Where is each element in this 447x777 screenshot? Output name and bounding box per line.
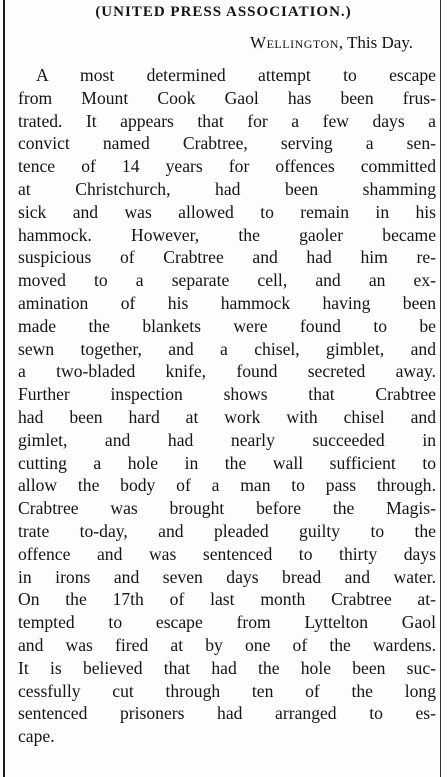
article-line: tempted to escape from Lyttelton Gaol bbox=[18, 612, 436, 633]
article-line: moved to a separate cell, and an ex- bbox=[18, 270, 436, 291]
article-line: sewn together, and a chisel, gimblet, and bbox=[18, 338, 436, 359]
article-line: It is believed that had the hole been suc- bbox=[18, 657, 436, 678]
article-line: allow the body of a man to pass through. bbox=[18, 475, 436, 496]
article-line: and was fired at by one of the wardens. bbox=[18, 634, 436, 655]
article-line: gimlet, and had nearly succeeded in bbox=[18, 429, 436, 450]
article-line: On the 17th of last month Crabtree at- bbox=[18, 589, 436, 610]
article-line: cape. bbox=[18, 726, 55, 747]
article-body bbox=[18, 64, 436, 748]
article-line: trated. It appears that for a few days a bbox=[18, 110, 436, 131]
article-line: sentenced prisoners had arranged to es- bbox=[18, 703, 436, 724]
article-line: in irons and seven days bread and water. bbox=[18, 566, 436, 587]
article-line: made the blankets were found to be bbox=[18, 315, 436, 336]
article-line: amination of his hammock having been bbox=[18, 292, 436, 313]
article-line: at Christchurch, had been shamming bbox=[18, 178, 436, 199]
dateline-time: , This Day. bbox=[338, 33, 413, 52]
article-line: cutting a hole in the wall sufficient to bbox=[18, 452, 436, 473]
agency-credit: (UNITED PRESS ASSOCIATION.) bbox=[95, 4, 352, 20]
article-line: hammock. However, the gaoler became bbox=[18, 224, 436, 245]
article-line: a two-bladed knife, found secreted away. bbox=[18, 361, 436, 382]
article-line: tence of 14 years for offences committed bbox=[18, 156, 436, 177]
article-line: from Mount Cook Gaol has been frus- bbox=[18, 87, 436, 108]
article-line: Further inspection shows that Crabtree bbox=[18, 384, 436, 405]
dateline-place: Wellington bbox=[250, 33, 339, 52]
article-line: trate to-day, and pleaded guilty to the bbox=[18, 520, 436, 541]
article-line: cessfully cut through ten of the long bbox=[18, 680, 436, 701]
article-line: sick and was allowed to remain in his bbox=[18, 201, 436, 222]
article-line: offence and was sentenced to thirty days bbox=[18, 543, 436, 564]
article-line: Crabtree was brought before the Magis- bbox=[18, 498, 436, 519]
article-line: suspicious of Crabtree and had him re- bbox=[18, 247, 436, 268]
article-line: had been hard at work with chisel and bbox=[18, 406, 436, 427]
article-line: A most determined attempt to escape bbox=[36, 65, 436, 85]
column-rule-right bbox=[440, 0, 441, 777]
column-rule-left bbox=[3, 0, 5, 777]
dateline bbox=[250, 33, 413, 53]
article-line: convict named Crabtree, serving a sen- bbox=[18, 133, 436, 154]
